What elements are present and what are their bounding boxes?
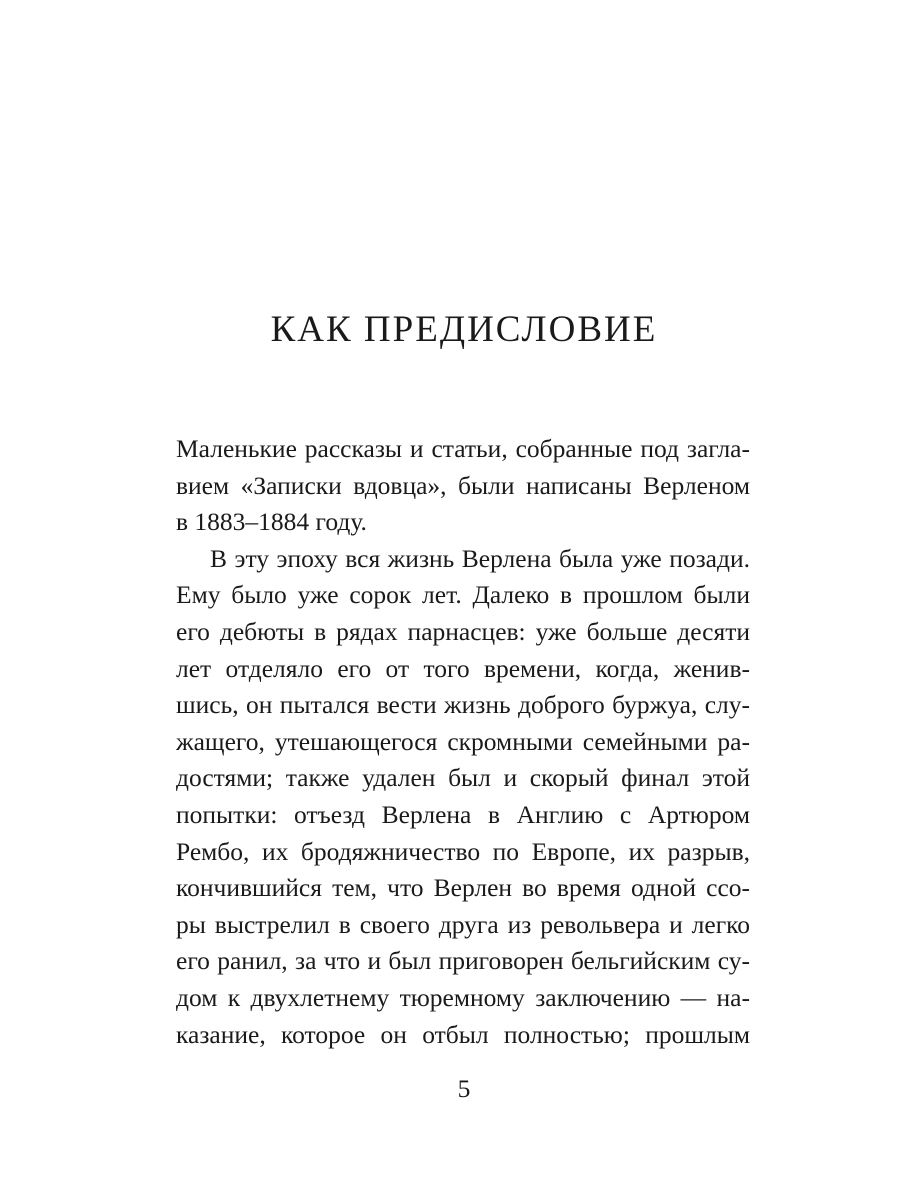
text-line: кончившийся тем, что Верлен во время одной ссо- [176,873,750,903]
text-line: попытки: отъезд Верлена в Англию с Артюром [176,799,750,829]
text-line: Рембо, их бродяжничество по Европе, их разрыв, [176,836,750,866]
text-line: Ему было уже сорок лет. Далеко в прошлом были [176,580,750,610]
text-line: жащего, утешающегося скромными семейными ра- [176,726,750,756]
body-text [176,431,750,1053]
text-line: его дебюты в рядах парнасцев: уже больше десяти [176,616,750,646]
text-line: казание, которое он отбыл полностью; прошлым [176,1019,750,1049]
text-line: его ранил, за что и был приговорен бельгийским су- [176,946,750,976]
text-line: дом к двухлетнему тюремному заключению — на- [176,982,750,1012]
text-line: Маленькие рассказы и статьи, собранные под загла- [176,434,750,463]
text-line: шись, он пытался вести жизнь доброго буржуа, слу- [176,690,750,720]
text-line: лет отделяло его от того времени, когда, женив- [176,653,750,683]
page-number: 5 [457,1074,471,1103]
text-line: достями; также удален был и скорый финал этой [176,763,750,793]
text-line: вием «Записки вдовца», были написаны Верленом [176,470,750,500]
text-line: в 1883–1884 году. [176,507,367,537]
text-line: ры выстрелил в своего друга из револьвера и легко [176,909,750,939]
text-line: В эту эпоху вся жизнь Верлена была уже позади. [210,543,750,573]
chapter-title: КАК ПРЕДИСЛОВИЕ [270,309,658,350]
